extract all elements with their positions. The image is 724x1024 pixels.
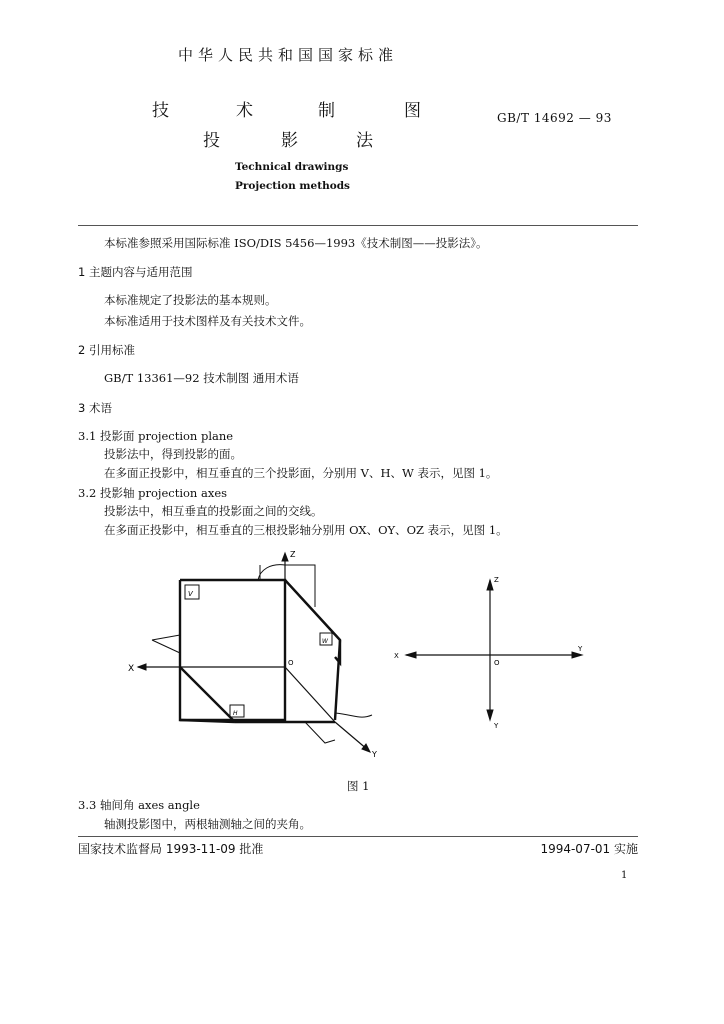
- z-arrow-icon: [487, 580, 493, 590]
- term-3-2-heading: 3.2 投影轴 projection axes: [78, 486, 228, 500]
- intro-text: 本标准参照采用国际标准 ISO/DIS 5456—1993《技术制图——投影法》。: [104, 236, 488, 250]
- footer-divider: [78, 836, 638, 837]
- o-label: O: [288, 659, 294, 667]
- x-arrow-icon: [406, 652, 416, 658]
- h-plane-left-edge: [180, 667, 235, 722]
- z-label: Z: [494, 576, 499, 584]
- section-1-line-2: 本标准适用于技术图样及有关技术文件。: [104, 314, 311, 328]
- term-3-2-line-2: 在多面正投影中，相互垂直的三根投影轴分别用 OX、OY、OZ 表示，见图 1。: [104, 523, 508, 537]
- section-1-heading: 1 主题内容与适用范围: [78, 265, 193, 279]
- y-right-label: Y: [578, 645, 583, 653]
- w-plane-right-edge: [335, 640, 340, 720]
- implementation-date: 1994-07-01 实施: [540, 842, 638, 856]
- x-arrow-icon: [138, 664, 146, 670]
- x-label: X: [394, 652, 399, 660]
- w-label: W: [322, 638, 328, 645]
- term-3-2-line-1: 投影法中，相互垂直的投影面之间的交线。: [104, 504, 323, 518]
- english-title-2: Projection methods: [235, 180, 350, 192]
- english-title-1: Technical drawings: [235, 161, 349, 173]
- subtitle-char-2: 影: [281, 131, 298, 151]
- y-label: Y: [372, 750, 377, 759]
- section-2-line-1: GB/T 13361—92 技术制图 通用术语: [104, 371, 299, 385]
- z-arrow-icon: [282, 553, 288, 561]
- y-down-label: Y: [494, 722, 499, 730]
- subtitle-char-1: 投: [203, 131, 220, 151]
- term-3-1-heading: 3.1 投影面 projection plane: [78, 429, 234, 443]
- section-2-heading: 2 引用标准: [78, 343, 135, 357]
- title-char-4: 图: [404, 101, 421, 121]
- term-3-3-line-1: 轴测投影图中，两根轴测轴之间的夹角。: [104, 817, 311, 831]
- x-label: X: [128, 664, 135, 674]
- section-3-heading: 3 术语: [78, 401, 112, 415]
- v-label: V: [188, 590, 193, 598]
- standard-name: 中华人民共和国国家标准: [178, 46, 399, 64]
- standard-code: GB/T 14692 — 93: [497, 111, 612, 125]
- v-plane-outline: [180, 580, 285, 720]
- section-1-line-1: 本标准规定了投影法的基本规则。: [104, 293, 277, 307]
- y-down-arrow-icon: [487, 710, 493, 720]
- term-3-3-heading: 3.3 轴间角 axes angle: [78, 798, 200, 812]
- oy-axis-line: [285, 667, 335, 722]
- page-number: 1: [621, 870, 628, 881]
- projection-planes-figure: [110, 545, 390, 760]
- title-char-1: 技: [152, 101, 169, 121]
- title-char-3: 制: [318, 101, 335, 121]
- h-label: H: [233, 710, 238, 717]
- term-3-1-line-2: 在多面正投影中，相互垂直的三个投影面，分别用 V、H、W 表示，见图 1。: [104, 466, 498, 480]
- z-label: Z: [290, 550, 296, 559]
- axes-figure: [388, 568, 588, 733]
- w-plane-edge: [285, 580, 340, 663]
- o-label: O: [494, 659, 500, 667]
- title-char-2: 术: [236, 101, 253, 121]
- header-divider: [78, 225, 638, 226]
- subtitle-char-3: 法: [356, 131, 373, 151]
- term-3-1-line-1: 投影法中，得到投影的面。: [104, 447, 242, 461]
- approval-date: 国家技术监督局 1993-11-09 批准: [78, 842, 264, 856]
- figure-caption: 图 1: [347, 779, 370, 793]
